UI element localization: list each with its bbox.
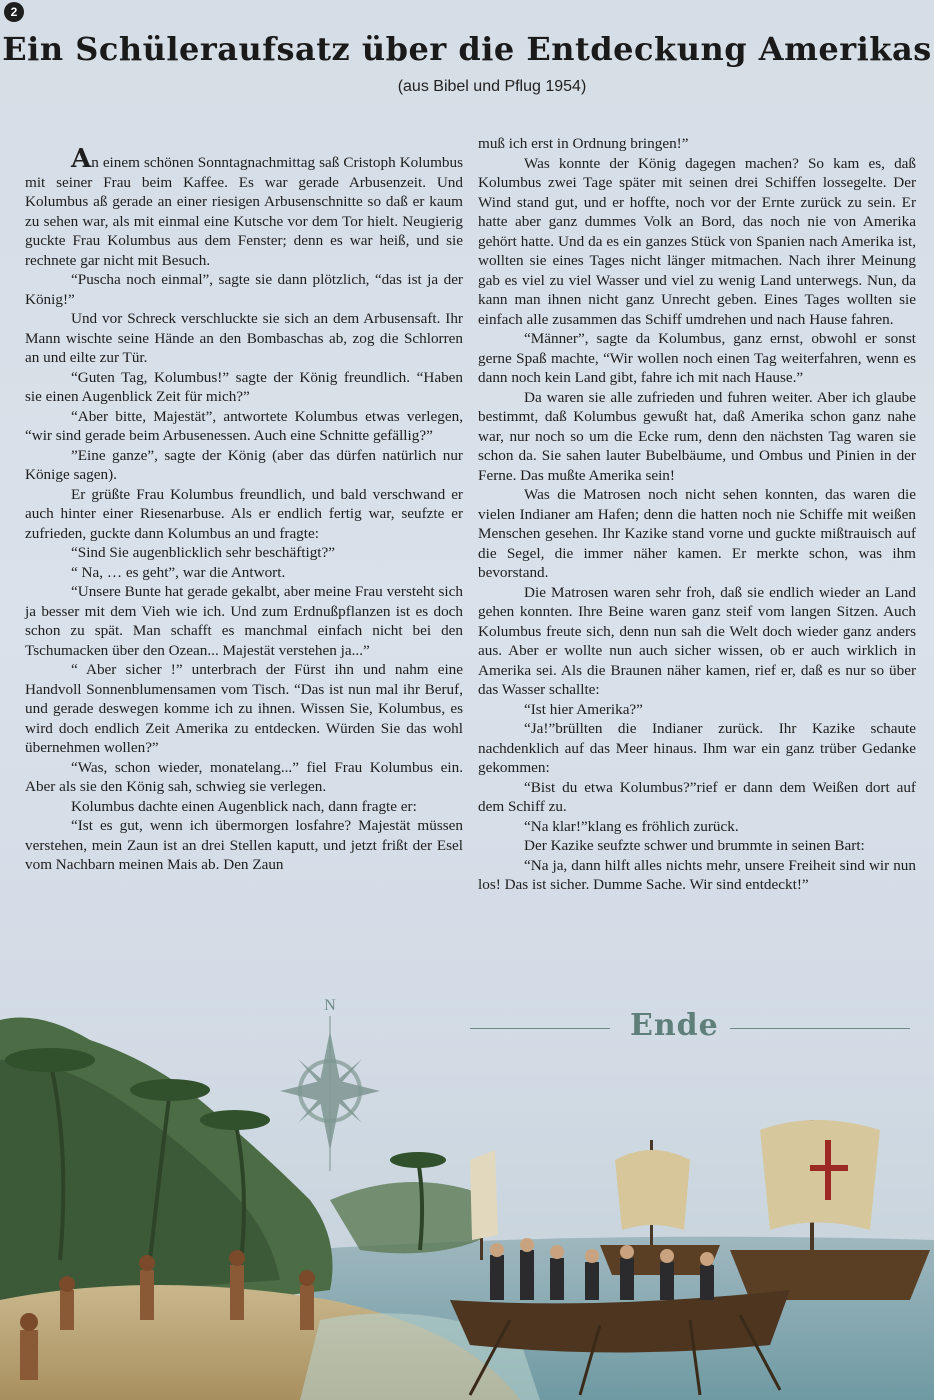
paragraph: An einem schönen Sonntagnachmittag saß Cristoph Kolumbus mit seiner Frau beim Kaffee. Es war gerade Arbusenzeit. Und Kolumbus aß gerade an einer riesigen Arbusenschnitte so daß er kaum zu sehen war, als mit einmal eine Kutsche vor dem Tor hielt. Neugierig guckte Frau Kolumbus aus dem Fenster; denn es war heiß, und sie rechnete gar nicht mit Besuch. [25, 144, 463, 269]
paragraph: “Guten Tag, Kolumbus!” sagte der König freundlich. “Haben sie einen Augenblick Zeit für mich?” [25, 368, 463, 405]
landing-scene-illustration [0, 1000, 934, 1400]
paragraph: “Ist hier Amerika?” [524, 700, 643, 718]
paragraph: “Sind Sie augenblicklich sehr beschäftigt?” [71, 544, 336, 561]
paragraph: “Was, schon wieder, monatelang...” fiel Frau Kolumbus ein. Aber als sie den König sah, schwieg sie verlegen. [25, 758, 463, 795]
paragraph: “Bist du etwa Kolumbus?”rief er dann dem Weißen dort auf dem Schiff zu. [478, 778, 916, 815]
paragraph: “ Aber sicher !” unterbrach der Fürst ihn und nahm eine Handvoll Sonnenblumensamen vom Tisch. “Das ist nun mal ihr Beruf, und gerade deswegen komme ich zu ihnen. Wissen Sie, Kolumbus, es wird doch endlich Zeit Amerika zu entdecken. Würden Sie das wohl übernehmen wollen?” [25, 661, 463, 756]
article-title: Ein Schüleraufsatz über die Entdeckung Amerikas [2, 30, 932, 68]
paragraph: “Na ja, dann hilft alles nichts mehr, unsere Freiheit sind wir nun los! Das ist sicher. Dumme Sache. Wir sind entdeckt!” [478, 856, 916, 893]
paragraph: “Männer”, sagte da Kolumbus, ganz ernst, obwohl er sonst gerne Spaß machte, “Wir wollen noch einen Tag weiterfahren, wenn es dann noch kein Land gibt, fahre ich mit nach Hause.” [478, 330, 916, 386]
end-word: Ende [630, 1008, 719, 1043]
paragraph: Er grüßte Frau Kolumbus freundlich, und bald verschwand er auch hinter einer Riesenarbuse. Als er endlich fertig war, seufzte er zufrieden, guckte dann Kolumbus an und fragte: [25, 485, 463, 542]
paragraph: “Na klar!”klang es fröhlich zurück. [524, 817, 739, 835]
paragraph-continuation: muß ich erst in Ordnung bringen!” [478, 135, 689, 152]
paragraph: Der Kazike seufzte schwer und brummte in seinen Bart: [524, 837, 865, 854]
article-subtitle: (aus Bibel und Pflug 1954) [397, 78, 587, 95]
page-number-badge: 2 [4, 2, 24, 22]
text-column-left [25, 144, 463, 875]
paragraph: Was die Matrosen noch nicht sehen konnten, das waren die vielen Indianer am Hafen; denn die hatten noch nie Schiffe mit weißen Menschen gesehen. Ihr Kazike stand vorne und guckte mißtrauisch auf die Segel, die immer näher kamen. Er merkte schon, was ihm bevorstand. [478, 486, 916, 581]
paragraph: Und vor Schreck verschluckte sie sich an dem Arbusensaft. Ihr Mann wischte seine Hände an den Bombaschas ab, zog die Schlorren an und eilte zur Tür. [25, 310, 463, 366]
paragraph: “Ja!”brüllten die Indianer zurück. Ihr Kazike schaute nachdenklich auf das Meer hinaus. Ihm war ein ganz trüber Gedanke gekommen: [478, 720, 916, 776]
paragraph: ”Eine ganze”, sagte der König (aber das dürfen natürlich nur Könige sagen). [25, 446, 463, 483]
paragraph: Was konnte der König dagegen machen? So kam es, daß Kolumbus zwei Tage später mit seinen drei Schiffen lossegelte. Der Wind stand gut, und er hoffte, noch vor der Ernte zurück zu sein. Er hatte aber ganz dummes Volk an Bord, das noch nie von Amerika gehört hatte. Und da es ein ganzes Stück von Spanien nach Amerika ist, wollten sie eines Tages nicht länger mitmachen. Nach ihrer Meinung gab es viel zu viel Wasser und viel zu wenig Land unterwegs. Nun, da kann man ihnen nicht ganz Unrecht geben. Eines Tages wollten sie einfach alle zusammen das Schiff umdrehen und nach Hause fahren. [478, 154, 916, 328]
drop-cap: A [71, 144, 92, 174]
paragraph: “Unsere Bunte hat gerade gekalbt, aber meine Frau versteht sich ja besser mit dem Vieh wie ich. Und zum Erdnußpflanzen ist es doch schon zu spät. Man schafft es manchmal einfach nicht bei den Tschumacken über den Ozean... Majestät verstehen ja...” [25, 583, 463, 659]
end-marker [470, 1008, 910, 1058]
paragraph: “Ist es gut, wenn ich übermorgen losfahre? Majestät müssen verstehen, mein Zaun ist an drei Stellen kaputt, und jetzt frißt der Esel vom Nachbarn meinen Mais ab. Den Zaun [25, 817, 463, 873]
divider-right [730, 1028, 910, 1029]
divider-left [470, 1028, 610, 1029]
compass-rose-icon [270, 996, 390, 1176]
text-column-right [478, 134, 916, 895]
paragraph: “ Na, … es geht”, war die Antwort. [71, 563, 286, 581]
paragraph: Da waren sie alle zufrieden und fuhren weiter. Aber ich glaube bestimmt, daß Kolumbus gewußt hat, daß Amerika schon ganz nahe war, nur noch so um die Ecke rum, denn den nächsten Tag waren sie schon da. Sie sahen lauter Bubelbäume, und Ombus und Pinien in der Ferne. Das mußte Amerika sein! [478, 388, 916, 484]
paragraph: Kolumbus dachte einen Augenblick nach, dann fragte er: [71, 797, 417, 815]
paragraph: Die Matrosen waren sehr froh, daß sie endlich wieder an Land gehen konnten. Ihre Beine waren ganz steif vom langen Sitzen. Auch Kolumbus freute sich, denn nun sah die Welt doch wieder ganz anders aus. Aber er wollte nun auch sicher wissen, ob er auch wirklich in Amerika sei. Als die Braunen näher kamen, rief er, daß es nur so über das Wasser schallte: [478, 583, 916, 698]
compass-north-label: N [324, 997, 336, 1014]
paragraph: “Aber bitte, Majestät”, antwortete Kolumbus etwas verlegen, “wir sind gerade beim Arbusenessen. Auch eine Schnitte gefällig?” [25, 407, 463, 444]
paragraph: “Puscha noch einmal”, sagte sie dann plötzlich, “das ist ja der König!” [25, 271, 463, 308]
